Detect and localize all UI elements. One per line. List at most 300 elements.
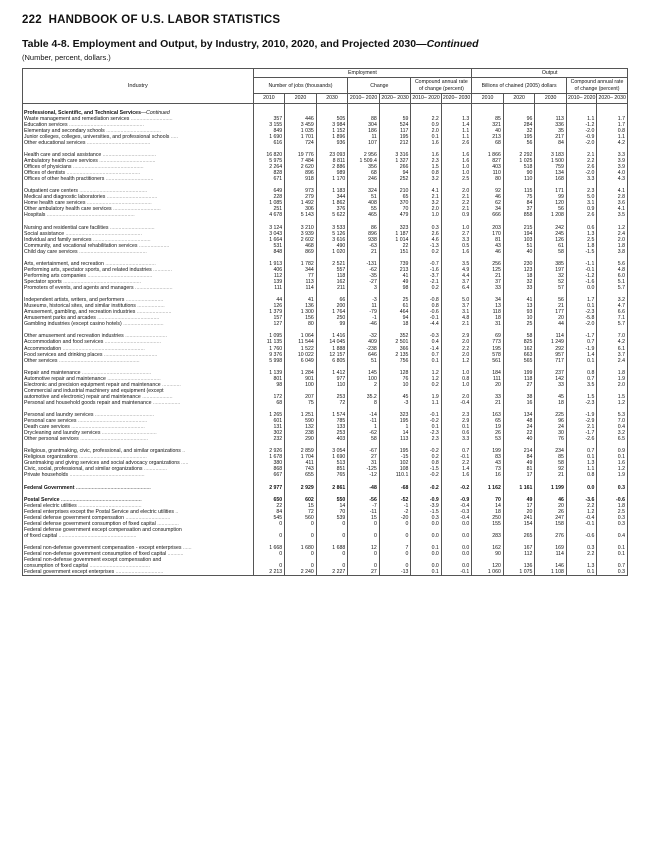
data-cell: 98 xyxy=(253,382,285,388)
data-cell: 3.5 xyxy=(566,382,596,388)
data-cell: 490 xyxy=(316,243,348,249)
data-cell: 1 162 xyxy=(472,485,504,491)
data-cell: 1.1 xyxy=(441,134,471,140)
leader-dots: ............................................ xyxy=(85,139,151,146)
data-cell: 266 xyxy=(379,164,411,170)
data-cell: 565 xyxy=(503,358,535,364)
data-cell: 3 183 xyxy=(535,152,567,158)
data-cell: 253 xyxy=(316,394,348,400)
row-label-text: Museums, historical sites, and similar institutions xyxy=(24,303,136,310)
data-cell: 2.0 xyxy=(411,206,441,212)
col-rate-2020-2030: 2020– 2030 xyxy=(442,95,471,102)
data-cell: 46 xyxy=(535,497,567,503)
data-cell: 896 xyxy=(285,170,317,176)
leader-dots: ......................................................... xyxy=(61,345,145,352)
data-cell: 0 xyxy=(316,551,348,557)
data-cell: 1.8 xyxy=(597,243,628,249)
employment-rate-header: Compound annual rate of change (percent) xyxy=(411,78,472,94)
data-cell: -1.6 xyxy=(411,267,441,273)
data-cell: 739 xyxy=(379,261,411,267)
data-cell: 2 602 xyxy=(285,237,317,243)
data-cell: 18 xyxy=(472,315,504,321)
data-cell: 27 xyxy=(503,382,535,388)
row-label-text: Education services xyxy=(24,121,68,128)
data-cell: 177 xyxy=(535,309,567,315)
chained-dollars-header: Billions of chained (2005) dollars xyxy=(472,78,567,94)
data-cell: 1 688 xyxy=(316,545,348,551)
data-cell: 2.5 xyxy=(566,237,596,243)
data-cell: -125 xyxy=(348,466,380,472)
data-cell: 279 xyxy=(285,194,317,200)
data-cell: 12 157 xyxy=(316,352,348,358)
data-cell: 0.1 xyxy=(566,303,596,309)
data-cell: 92 xyxy=(535,466,567,472)
data-cell: 977 xyxy=(316,376,348,382)
data-cell: 3.3 xyxy=(441,237,471,243)
row-label-text: Amusement parks and arcades xyxy=(24,315,96,322)
data-cell: 0.2 xyxy=(411,382,441,388)
data-cell: -12 xyxy=(348,472,380,478)
row-label-text: Amusement, gambling, and recreation industries xyxy=(24,309,136,316)
change-header: Change xyxy=(348,78,411,94)
data-cell: -0.3 xyxy=(441,509,471,515)
leader-dots: ....................................... xyxy=(103,339,161,346)
data-cell: 0.1 xyxy=(411,569,441,576)
row-label-text: Professional, Scientific, and Technical Services xyxy=(24,109,141,116)
data-cell: 0.3 xyxy=(597,521,628,527)
data-cell: 650 xyxy=(253,497,285,503)
data-cell: 1.4 xyxy=(566,352,596,358)
data-cell: 560 xyxy=(285,515,317,521)
leader-dots: ..................... xyxy=(140,393,173,400)
leader-dots: ..... xyxy=(169,133,178,140)
data-cell: 4 678 xyxy=(253,212,285,218)
data-cell: 858 xyxy=(503,212,535,218)
data-cell: 117 xyxy=(379,128,411,134)
data-cell: 19 xyxy=(472,424,504,430)
data-cell: 20 xyxy=(535,503,567,509)
leader-dots: ...................................................... xyxy=(61,278,142,285)
data-cell: 3.6 xyxy=(597,200,628,206)
row-label-text: Other educational services xyxy=(24,139,86,146)
data-cell: 1 249 xyxy=(535,339,567,345)
leader-dots: ................................................. xyxy=(71,164,144,171)
row-label-text: Promoters of events, and agents and managers xyxy=(24,285,134,292)
data-cell: 80 xyxy=(472,176,504,182)
data-cell: 207 xyxy=(285,394,317,400)
data-cell: 1 020 xyxy=(316,249,348,255)
data-cell: 86 xyxy=(348,225,380,231)
data-cell: 0.4 xyxy=(411,339,441,345)
data-cell: -0.1 xyxy=(411,412,441,418)
data-cell: 38 xyxy=(503,394,535,400)
leader-dots: ..................... xyxy=(137,242,170,249)
data-cell: -2.0 xyxy=(566,170,596,176)
data-cell: 370 xyxy=(379,200,411,206)
data-cell: 90 xyxy=(472,551,504,557)
leader-dots: ........................................ xyxy=(91,236,151,243)
row-label-text: Personal and household goods repair and maintenance xyxy=(24,399,152,406)
table-subtitle: (Number, percent, dollars.) xyxy=(22,53,111,62)
data-cell: 756 xyxy=(379,358,411,364)
data-cell: 58 xyxy=(535,460,567,466)
data-cell: -0.4 xyxy=(566,515,596,521)
data-cell: 724 xyxy=(285,140,317,146)
data-cell: 366 xyxy=(379,346,411,352)
data-cell: 1.0 xyxy=(441,370,471,376)
data-cell: 6.6 xyxy=(597,309,628,315)
data-cell: 51 xyxy=(503,243,535,249)
leader-dots: ..... xyxy=(179,460,189,467)
data-cell: 56 xyxy=(503,140,535,146)
data-cell: 2.3 xyxy=(411,158,441,164)
data-cell: 513 xyxy=(316,460,348,466)
data-cell: 93 xyxy=(503,309,535,315)
data-cell: 251 xyxy=(253,206,285,212)
data-cell: -56 xyxy=(348,497,380,503)
data-cell: 25 xyxy=(379,297,411,303)
data-cell: 2.1 xyxy=(411,194,441,200)
data-cell: 1.2 xyxy=(597,400,628,406)
data-cell: -1 xyxy=(379,503,411,509)
data-cell: 6 805 xyxy=(316,358,348,364)
leader-dots: .......................... xyxy=(133,285,173,292)
data-cell: 957 xyxy=(535,352,567,358)
data-cell: 0.4 xyxy=(597,424,628,430)
data-cell: 3.7 xyxy=(597,352,628,358)
data-cell: 3.2 xyxy=(411,200,441,206)
data-cell: 1 862 xyxy=(316,200,348,206)
data-cell: 33 xyxy=(535,382,567,388)
data-cell: 0.1 xyxy=(441,424,471,430)
data-cell: 40 xyxy=(503,249,535,255)
data-cell: 57 xyxy=(535,285,567,291)
data-cell: 5 998 xyxy=(253,358,285,364)
leader-dots: ............. xyxy=(151,266,172,273)
data-cell: -46 xyxy=(348,321,380,327)
data-cell: 1 199 xyxy=(535,485,567,491)
data-cell: 44 xyxy=(535,321,567,327)
col-change-2020-2030: 2020– 2030 xyxy=(379,94,411,103)
data-cell: 2.0 xyxy=(441,188,471,194)
data-cell: 18 xyxy=(535,400,567,406)
data-cell: 0.0 xyxy=(411,533,441,539)
row-label-text: Federal enterprises except the Postal Service and electric utilities xyxy=(24,508,174,515)
data-cell: 139 xyxy=(253,279,285,285)
leader-dots: ............... xyxy=(155,520,179,527)
col-output-rate-2020-2030: 2020– 2030 xyxy=(598,95,626,102)
data-cell: 666 xyxy=(472,212,504,218)
data-cell: 323 xyxy=(379,412,411,418)
row-label-text: Accommodation xyxy=(24,345,62,352)
row-label-text: Federal defense government consumption of fixed capital xyxy=(24,520,156,527)
leader-dots: ...................................... xyxy=(100,430,157,437)
data-cell: 230 xyxy=(503,261,535,267)
data-cell: 1 690 xyxy=(253,134,285,140)
data-cell: -2.1 xyxy=(411,279,441,285)
data-cell: 773 xyxy=(472,339,504,345)
data-cell: 0 xyxy=(285,521,317,527)
data-cell: 113 xyxy=(535,116,567,122)
output-header: Output xyxy=(472,69,628,78)
data-cell: 403 xyxy=(472,164,504,170)
data-cell: 20 xyxy=(535,315,567,321)
data-cell: 5.7 xyxy=(597,321,628,327)
data-cell: 100 xyxy=(348,376,380,382)
data-cell: 1.7 xyxy=(566,297,596,303)
data-cell: 114 xyxy=(535,551,567,557)
data-cell: 1 187 xyxy=(379,231,411,237)
data-cell: 99 xyxy=(535,194,567,200)
data-cell: 4.1 xyxy=(411,188,441,194)
leader-dots: ................................................ xyxy=(80,369,152,376)
data-cell: 1.7 xyxy=(597,122,628,128)
data-cell: 0 xyxy=(316,533,348,539)
leader-dots: ............................... xyxy=(108,224,155,231)
row-label-suffix: —Continued xyxy=(140,109,170,116)
data-cell: 125 xyxy=(472,267,504,273)
row-label-text: Social assistance xyxy=(24,230,65,237)
leader-dots: ...................................................... xyxy=(57,532,137,539)
data-cell: 158 xyxy=(535,521,567,527)
data-cell: -4.4 xyxy=(411,321,441,327)
data-cell: 8 xyxy=(348,400,380,406)
row-label-text: Personal care services xyxy=(24,418,77,425)
row-label-text: Home health care services xyxy=(24,200,86,207)
data-cell: 1.2 xyxy=(597,225,628,231)
data-cell: -48 xyxy=(348,485,380,491)
data-cell: 1 xyxy=(348,424,380,430)
data-cell: 59 xyxy=(379,116,411,122)
data-cell: 2 620 xyxy=(285,164,317,170)
data-cell: 0.7 xyxy=(597,563,628,569)
data-cell: 211 xyxy=(316,285,348,291)
data-cell: 32 xyxy=(503,128,535,134)
data-cell: -0.4 xyxy=(441,400,471,406)
data-cell: 2.1 xyxy=(566,424,596,430)
data-cell: 3.9 xyxy=(597,158,628,164)
data-cell: 2.2 xyxy=(441,460,471,466)
data-cell: 2.2 xyxy=(566,503,596,509)
row-label-text: Federal non-defense government compensation - except enterprises xyxy=(24,545,182,552)
data-cell: -1 xyxy=(348,315,380,321)
data-cell: 170 xyxy=(472,231,504,237)
data-cell: 41 xyxy=(285,297,317,303)
row-label-text: Federal electric utilities xyxy=(24,502,77,509)
data-cell: 14 xyxy=(316,503,348,509)
data-cell: 49 xyxy=(503,460,535,466)
data-cell: 199 xyxy=(503,370,535,376)
data-cell: 1 680 xyxy=(285,545,317,551)
data-cell: 663 xyxy=(503,352,535,358)
leader-dots: ................................................ xyxy=(76,418,148,425)
data-cell: 1.6 xyxy=(441,472,471,478)
data-cell: 103 xyxy=(503,237,535,243)
data-cell: 3.2 xyxy=(411,176,441,182)
running-title: HANDBOOK OF U.S. LABOR STATISTICS xyxy=(48,14,281,26)
data-cell: 65 xyxy=(472,418,504,424)
data-cell: 1.9 xyxy=(411,394,441,400)
data-cell: 3.7 xyxy=(441,303,471,309)
data-cell: -3.6 xyxy=(566,497,596,503)
data-cell: 0 xyxy=(348,563,380,569)
leader-dots: ........................ xyxy=(135,309,172,316)
row-label-text: Federal defense government compensation xyxy=(24,514,125,521)
data-cell: 1 500 xyxy=(535,158,567,164)
row-label-text: Nursing and residential care facilities xyxy=(24,224,109,231)
data-cell: 2 977 xyxy=(253,485,285,491)
data-cell: 284 xyxy=(503,122,535,128)
data-cell: 214 xyxy=(503,448,535,454)
leader-dots: .. xyxy=(173,508,179,515)
row-label-text: Waste management and remediation services xyxy=(24,115,130,122)
data-cell: 0 xyxy=(253,521,285,527)
data-cell: 5.6 xyxy=(597,261,628,267)
leader-dots: ................................................... xyxy=(65,170,141,177)
row-label-text: Other ambulatory health care services xyxy=(24,206,112,213)
data-cell: 228 xyxy=(253,194,285,200)
data-cell: 0 xyxy=(285,533,317,539)
data-cell: 1 379 xyxy=(253,309,285,315)
leader-dots: ...... xyxy=(181,545,192,552)
data-cell: 1 xyxy=(379,424,411,430)
data-cell: 0.9 xyxy=(411,122,441,128)
data-cell: 203 xyxy=(472,225,504,231)
data-cell: 0.0 xyxy=(441,551,471,557)
row-label-text: Automotive repair and maintenance xyxy=(24,375,106,382)
data-cell: 58 xyxy=(535,249,567,255)
data-cell: 2 886 xyxy=(316,164,348,170)
data-cell: 32 xyxy=(503,279,535,285)
data-cell: -2.3 xyxy=(411,430,441,436)
data-cell: 1.5 xyxy=(597,394,628,400)
col-output-2020: 2020 xyxy=(503,94,535,103)
data-cell: 21 xyxy=(472,273,504,279)
data-cell: 19 776 xyxy=(285,152,317,158)
data-cell: -0.4 xyxy=(441,515,471,521)
data-cell: 306 xyxy=(285,206,317,212)
data-cell: 24 xyxy=(503,424,535,430)
data-cell: 0.7 xyxy=(566,376,596,382)
data-cell: 3.5 xyxy=(597,212,628,218)
data-cell: 1.2 xyxy=(441,358,471,364)
data-cell: 759 xyxy=(535,164,567,170)
data-cell: 55 xyxy=(348,206,380,212)
data-cell: 17 xyxy=(503,503,535,509)
data-cell: 2 213 xyxy=(253,569,285,576)
data-cell: 16 xyxy=(503,400,535,406)
data-cell: 1.6 xyxy=(441,158,471,164)
data-cell: 2.6 xyxy=(441,140,471,146)
data-cell: 4.1 xyxy=(597,188,628,194)
data-cell: 1.0 xyxy=(441,164,471,170)
data-cell: 0.9 xyxy=(441,212,471,218)
data-cell: 118 xyxy=(472,309,504,315)
data-cell: 667 xyxy=(253,472,285,478)
data-cell: -0.9 xyxy=(566,134,596,140)
data-cell: 4.2 xyxy=(597,339,628,345)
data-cell: 2.1 xyxy=(566,152,596,158)
data-cell: -0.6 xyxy=(566,533,596,539)
data-cell: -2.3 xyxy=(566,309,596,315)
data-cell: 256 xyxy=(472,261,504,267)
data-cell: 70 xyxy=(379,206,411,212)
data-cell: -62 xyxy=(348,430,380,436)
data-cell: 2.0 xyxy=(597,237,628,243)
data-cell: 5.0 xyxy=(441,297,471,303)
data-cell: 1.2 xyxy=(411,376,441,382)
data-cell: 2 xyxy=(348,382,380,388)
data-cell: 0.0 xyxy=(441,545,471,551)
data-cell: 162 xyxy=(503,346,535,352)
data-cell: 197 xyxy=(535,267,567,273)
running-head xyxy=(22,14,628,26)
data-cell: 186 xyxy=(348,128,380,134)
data-cell: 1 025 xyxy=(503,158,535,164)
data-cell: 56 xyxy=(535,206,567,212)
row-label-text: Gambling industries (except casino hotels) xyxy=(24,321,122,328)
data-cell: 156 xyxy=(285,315,317,321)
data-cell: 3 210 xyxy=(285,225,317,231)
data-cell: 973 xyxy=(285,188,317,194)
data-cell: -0.8 xyxy=(411,297,441,303)
row-label-text: Death care services xyxy=(24,424,70,431)
data-cell: 217 xyxy=(535,134,567,140)
data-cell: 1.1 xyxy=(597,134,628,140)
data-cell: 0.3 xyxy=(411,515,441,521)
data-cell: 37 xyxy=(503,206,535,212)
data-cell: 0.6 xyxy=(441,430,471,436)
data-cell: -0.2 xyxy=(411,418,441,424)
data-cell: 3 124 xyxy=(253,225,285,231)
row-label-text: Federal non-defense government consumption of fixed capital xyxy=(24,551,167,558)
data-cell: 16 820 xyxy=(253,152,285,158)
leader-dots: ........................................................ xyxy=(59,496,142,503)
data-cell: 0.3 xyxy=(566,545,596,551)
data-cell: 0.8 xyxy=(597,128,628,134)
data-cell: 2.2 xyxy=(441,346,471,352)
data-cell: 69 xyxy=(472,333,504,339)
leader-dots: ............................................. xyxy=(86,272,153,279)
data-cell: 765 xyxy=(316,472,348,478)
row-label xyxy=(23,569,254,576)
page-number: 222 xyxy=(22,14,42,26)
data-cell: 1.6 xyxy=(441,249,471,255)
data-cell: 0.7 xyxy=(566,448,596,454)
data-cell: 31 xyxy=(472,321,504,327)
data-cell: 0 xyxy=(348,551,380,557)
data-cell: 0 xyxy=(348,533,380,539)
data-cell: 126 xyxy=(253,303,285,309)
data-cell: 27 xyxy=(348,454,380,460)
data-cell: 1 284 xyxy=(285,370,317,376)
data-cell: 1.0 xyxy=(441,382,471,388)
data-cell: 1.8 xyxy=(566,243,596,249)
data-cell: 376 xyxy=(316,206,348,212)
data-cell: -1.3 xyxy=(411,243,441,249)
data-cell: 2.4 xyxy=(597,231,628,237)
data-cell: -0.9 xyxy=(411,497,441,503)
data-cell: 7 484 xyxy=(285,158,317,164)
data-cell: 3 459 xyxy=(285,122,317,128)
data-cell: 1 265 xyxy=(253,412,285,418)
data-cell: 828 xyxy=(253,170,285,176)
data-cell: 3.1 xyxy=(566,200,596,206)
data-cell: 90 xyxy=(503,170,535,176)
data-cell: 655 xyxy=(285,472,317,478)
row-label-text: Other personal services xyxy=(24,436,79,443)
data-cell: 1.2 xyxy=(411,370,441,376)
